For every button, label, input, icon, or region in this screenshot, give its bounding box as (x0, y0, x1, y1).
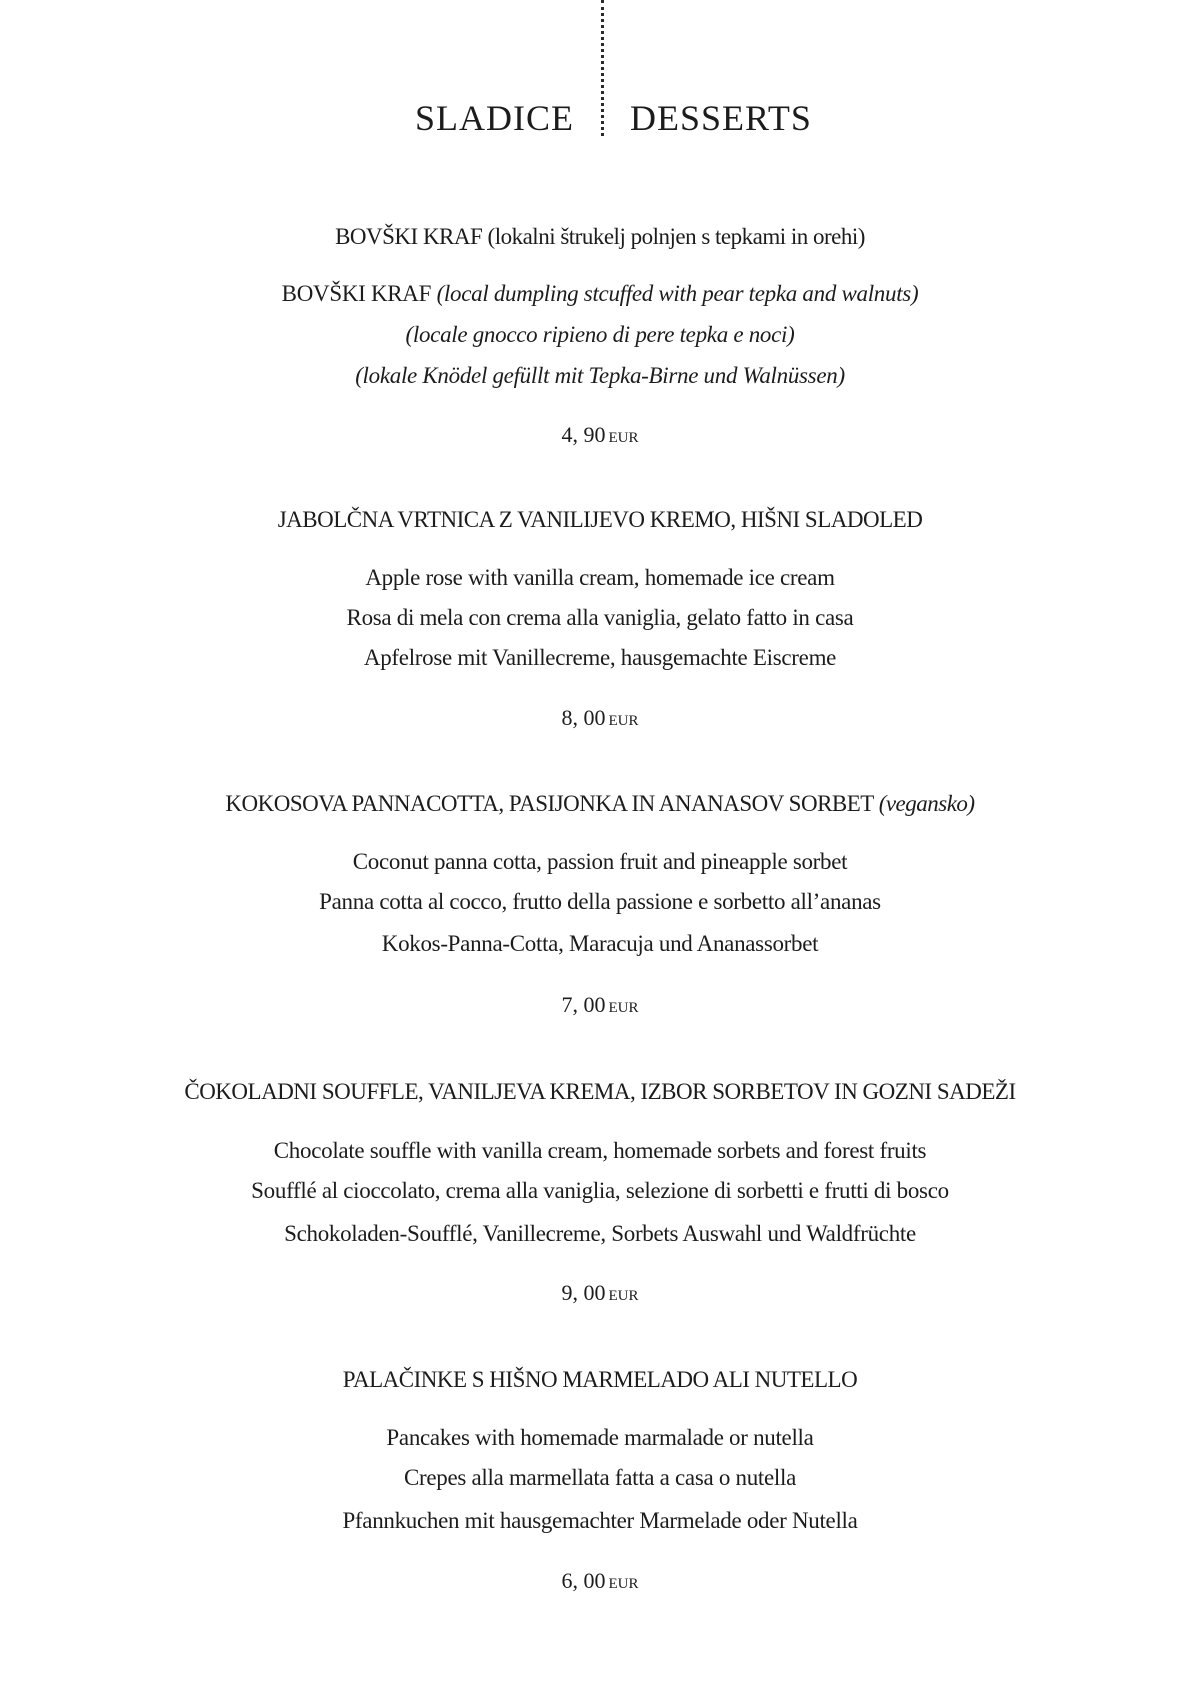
header-title-english: DESSERTS (630, 98, 812, 138)
price-value: 9, 00 (561, 1280, 606, 1305)
price-value: 8, 00 (561, 705, 606, 730)
item-description-en (0, 279, 1200, 309)
item-description-de: Kokos-Panna-Cotta, Maracuja und Ananassorbet (381, 931, 819, 956)
item-description-en: Apple rose with vanilla cream, homemade ice cream (365, 565, 835, 590)
item-title: ČOKOLADNI SOUFFLE, VANILJEVA KREMA, IZBOR SORBETOV IN GOZNI SADEŽI (184, 1079, 1016, 1104)
item-description-en: Chocolate souffle with vanilla cream, homemade sorbets and forest fruits (273, 1138, 927, 1163)
item-title (0, 789, 1200, 819)
item-description-it: Crepes alla marmellata fatta a casa o nutella (404, 1465, 796, 1490)
item-description-de: Apfelrose mit Vanillecreme, hausgemachte Eiscreme (363, 645, 837, 670)
price-currency: EUR (608, 1000, 639, 1016)
item-description-de-text: (lokale Knödel gefüllt mit Tepka-Birne und Walnüssen) (355, 363, 845, 388)
item-name-prefix: BOVŠKI KRAF (281, 281, 432, 306)
item-price (0, 990, 1200, 1023)
item-title-note: (vegansko) (878, 791, 975, 816)
item-description-de: Pfannkuchen mit hausgemachter Marmelade oder Nutella (342, 1508, 858, 1533)
item-title: PALAČINKE S HIŠNO MARMELADO ALI NUTELLO (342, 1367, 858, 1392)
price-currency: EUR (608, 1288, 639, 1304)
item-description-it: Soufflé al cioccolato, crema alla vaniglia, selezione di sorbetti e frutti di bosco (251, 1178, 949, 1203)
item-description-it (0, 320, 1200, 350)
price-value: 6, 00 (561, 1568, 606, 1593)
item-description-en: Pancakes with homemade marmalade or nutella (386, 1425, 814, 1450)
price-currency: EUR (608, 430, 639, 446)
price-currency: EUR (608, 713, 639, 729)
item-description-en-text: (local dumpling stcuffed with pear tepka and walnuts) (436, 281, 919, 306)
item-price (0, 703, 1200, 736)
item-description-de: Schokoladen-Soufflé, Vanillecreme, Sorbets Auswahl und Waldfrüchte (284, 1221, 916, 1246)
header-title-slovene: SLADICE (415, 98, 574, 138)
item-description-it-text: (locale gnocco ripieno di pere tepka e noci) (405, 322, 795, 347)
item-title-text: KOKOSOVA PANNACOTTA, PASIJONKA IN ANANASOV SORBET (225, 791, 874, 816)
item-price (0, 1278, 1200, 1311)
item-price (0, 420, 1200, 453)
item-description-en: Coconut panna cotta, passion fruit and pineapple sorbet (352, 849, 848, 874)
menu-header (0, 96, 1200, 146)
item-title: BOVŠKI KRAF (lokalni štrukelj polnjen s tepkami in orehi) (335, 224, 865, 249)
item-description-de (0, 361, 1200, 391)
item-description-it: Rosa di mela con crema alla vaniglia, gelato fatto in casa (346, 605, 854, 630)
item-description-it: Panna cotta al cocco, frutto della passione e sorbetto all’ananas (319, 889, 881, 914)
price-value: 4, 90 (561, 422, 606, 447)
item-price (0, 1566, 1200, 1599)
item-title: JABOLČNA VRTNICA Z VANILIJEVO KREMO, HIŠNI SLADOLED (277, 507, 923, 532)
price-currency: EUR (608, 1576, 639, 1592)
price-value: 7, 00 (561, 992, 606, 1017)
